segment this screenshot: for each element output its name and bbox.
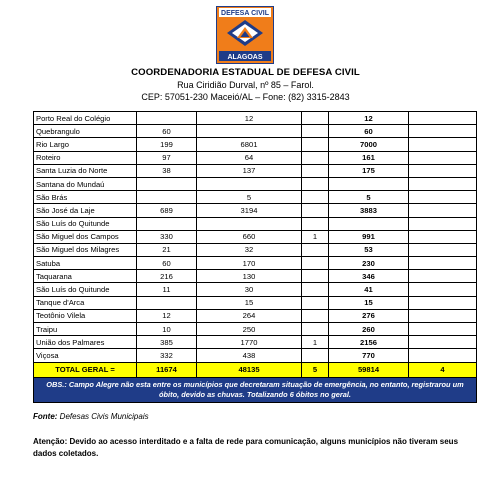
table-cell: 10	[137, 323, 197, 336]
total-cell: 11674	[137, 362, 197, 377]
total-row	[34, 362, 477, 377]
municipio-name: São José da Laje	[34, 204, 137, 217]
table-cell: 260	[329, 323, 409, 336]
table-cell: 64	[197, 151, 302, 164]
table-cell: 346	[329, 270, 409, 283]
municipio-name: São Luís do Quitunde	[34, 217, 137, 230]
table-cell	[302, 204, 329, 217]
table-cell: 5	[197, 191, 302, 204]
table-cell: 1	[302, 230, 329, 243]
total-cell: 5	[302, 362, 329, 377]
table-cell	[409, 177, 477, 190]
table-cell	[302, 164, 329, 177]
table-cell: 161	[329, 151, 409, 164]
table-cell	[409, 257, 477, 270]
table-row	[34, 138, 477, 151]
table-cell	[409, 164, 477, 177]
table-cell: 689	[137, 204, 197, 217]
table-row	[34, 336, 477, 349]
source-label: Fonte:	[33, 412, 58, 421]
municipio-name: São Miguel dos Milagres	[34, 243, 137, 256]
table-cell: 991	[329, 230, 409, 243]
municipio-name: São Miguel dos Campos	[34, 230, 137, 243]
table-cell: 130	[197, 270, 302, 283]
table-row	[34, 283, 477, 296]
table-cell: 5	[329, 191, 409, 204]
municipio-name: São Brás	[34, 191, 137, 204]
table-cell	[409, 283, 477, 296]
table-cell	[409, 151, 477, 164]
table-cell: 385	[137, 336, 197, 349]
municipio-name: Santa Luzia do Norte	[34, 164, 137, 177]
table-cell	[137, 177, 197, 190]
table-cell: 41	[329, 283, 409, 296]
municipio-name: Taquarana	[34, 270, 137, 283]
table-cell: 11	[137, 283, 197, 296]
defesa-civil-logo	[216, 6, 274, 64]
table-cell: 330	[137, 230, 197, 243]
table-cell: 199	[137, 138, 197, 151]
table-cell	[409, 125, 477, 138]
table-row	[34, 204, 477, 217]
table-cell: 30	[197, 283, 302, 296]
obs-row	[34, 377, 477, 402]
table-cell	[302, 283, 329, 296]
header-title: COORDENADORIA ESTADUAL DE DEFESA CIVIL	[131, 67, 360, 78]
table-cell	[409, 112, 477, 125]
municipios-table	[33, 111, 477, 403]
table-cell	[302, 296, 329, 309]
table-cell	[197, 217, 302, 230]
table-cell: 1	[302, 336, 329, 349]
table-cell: 12	[197, 112, 302, 125]
table-row	[34, 151, 477, 164]
table-cell	[409, 336, 477, 349]
attention-note: Atenção: Devido ao acesso interditado e a falta de rede para comunicação, alguns municípios não tiveram seus dados coletados.	[33, 437, 459, 458]
table-cell	[137, 112, 197, 125]
municipio-name: São Luís do Quitunde	[34, 283, 137, 296]
table-cell	[302, 243, 329, 256]
municipio-name: União dos Palmares	[34, 336, 137, 349]
document-header	[0, 66, 491, 103]
table-cell: 230	[329, 257, 409, 270]
table-row	[34, 230, 477, 243]
table-cell	[302, 125, 329, 138]
table-row	[34, 217, 477, 230]
table-row	[34, 257, 477, 270]
table-cell: 137	[197, 164, 302, 177]
table-cell	[302, 191, 329, 204]
table-row	[34, 270, 477, 283]
table-row	[34, 177, 477, 190]
table-cell: 60	[137, 257, 197, 270]
table-cell: 15	[329, 296, 409, 309]
table-row	[34, 191, 477, 204]
source-note	[33, 412, 149, 421]
table-cell	[409, 349, 477, 362]
table-cell	[197, 125, 302, 138]
table-cell	[302, 323, 329, 336]
table-cell: 6801	[197, 138, 302, 151]
table-cell	[409, 270, 477, 283]
total-cell: 48135	[197, 362, 302, 377]
table-row	[34, 349, 477, 362]
table-cell	[302, 270, 329, 283]
svg-text:DEFESA CIVIL: DEFESA CIVIL	[221, 10, 269, 18]
table-row	[34, 243, 477, 256]
table-cell: 38	[137, 164, 197, 177]
municipio-name: Teotônio Vilela	[34, 309, 137, 322]
source-value: Defesas Civis Municipais	[59, 412, 149, 421]
table-cell: 332	[137, 349, 197, 362]
table-cell	[409, 296, 477, 309]
municipio-name: Viçosa	[34, 349, 137, 362]
municipio-name: Quebrangulo	[34, 125, 137, 138]
total-label: TOTAL GERAL =	[34, 362, 137, 377]
table-cell: 60	[137, 125, 197, 138]
table-cell	[137, 296, 197, 309]
table-cell	[197, 177, 302, 190]
table-cell: 60	[329, 125, 409, 138]
table-cell: 264	[197, 309, 302, 322]
table-cell: 15	[197, 296, 302, 309]
table-cell: 53	[329, 243, 409, 256]
total-cell: 59814	[329, 362, 409, 377]
table-cell	[302, 112, 329, 125]
header-address: Rua Ciridião Durval, nº 85 – Farol.	[177, 80, 314, 90]
table-body	[34, 112, 477, 363]
table-cell: 3194	[197, 204, 302, 217]
table-cell: 32	[197, 243, 302, 256]
table-cell	[329, 177, 409, 190]
municipio-name: Tanque d'Arca	[34, 296, 137, 309]
table-row	[34, 112, 477, 125]
table-cell: 7000	[329, 138, 409, 151]
table-cell: 276	[329, 309, 409, 322]
table-cell	[302, 257, 329, 270]
table-cell	[329, 217, 409, 230]
header-contact: CEP: 57051-230 Maceió/AL – Fone: (82) 3315-2843	[141, 92, 350, 102]
table-cell: 21	[137, 243, 197, 256]
table-cell	[409, 217, 477, 230]
svg-text:ALAGOAS: ALAGOAS	[227, 54, 263, 61]
table-cell: 770	[329, 349, 409, 362]
table-cell: 175	[329, 164, 409, 177]
table-row	[34, 296, 477, 309]
table-cell: 170	[197, 257, 302, 270]
municipio-name: Porto Real do Colégio	[34, 112, 137, 125]
table-cell	[302, 138, 329, 151]
table-cell: 216	[137, 270, 197, 283]
table-row	[34, 164, 477, 177]
municipio-name: Santana do Mundaú	[34, 177, 137, 190]
table-cell	[302, 177, 329, 190]
table-cell: 12	[137, 309, 197, 322]
table-row	[34, 309, 477, 322]
table-cell	[409, 204, 477, 217]
table-row	[34, 323, 477, 336]
table-cell	[137, 191, 197, 204]
municipio-name: Satuba	[34, 257, 137, 270]
table-cell: 438	[197, 349, 302, 362]
table-cell: 660	[197, 230, 302, 243]
table-cell: 3883	[329, 204, 409, 217]
table-cell	[302, 151, 329, 164]
table-cell: 12	[329, 112, 409, 125]
table-cell: 97	[137, 151, 197, 164]
table-cell	[409, 309, 477, 322]
obs-note: OBS.: Campo Alegre não esta entre os municípios que decretaram situação de emergência, no entanto, registrarou um óbito, devido as chuvas. Totalizando 6 óbitos no geral.	[34, 377, 477, 402]
total-cell: 4	[409, 362, 477, 377]
table-cell: 2156	[329, 336, 409, 349]
table-cell	[409, 138, 477, 151]
municipio-name: Traipu	[34, 323, 137, 336]
table-row	[34, 125, 477, 138]
table-cell	[409, 323, 477, 336]
table-cell	[409, 191, 477, 204]
table-cell	[409, 230, 477, 243]
table-cell	[302, 349, 329, 362]
table-cell	[137, 217, 197, 230]
table-cell: 250	[197, 323, 302, 336]
municipio-name: Roteiro	[34, 151, 137, 164]
table-cell	[409, 243, 477, 256]
table-cell	[302, 217, 329, 230]
municipio-name: Rio Largo	[34, 138, 137, 151]
table-cell	[302, 309, 329, 322]
table-cell: 1770	[197, 336, 302, 349]
